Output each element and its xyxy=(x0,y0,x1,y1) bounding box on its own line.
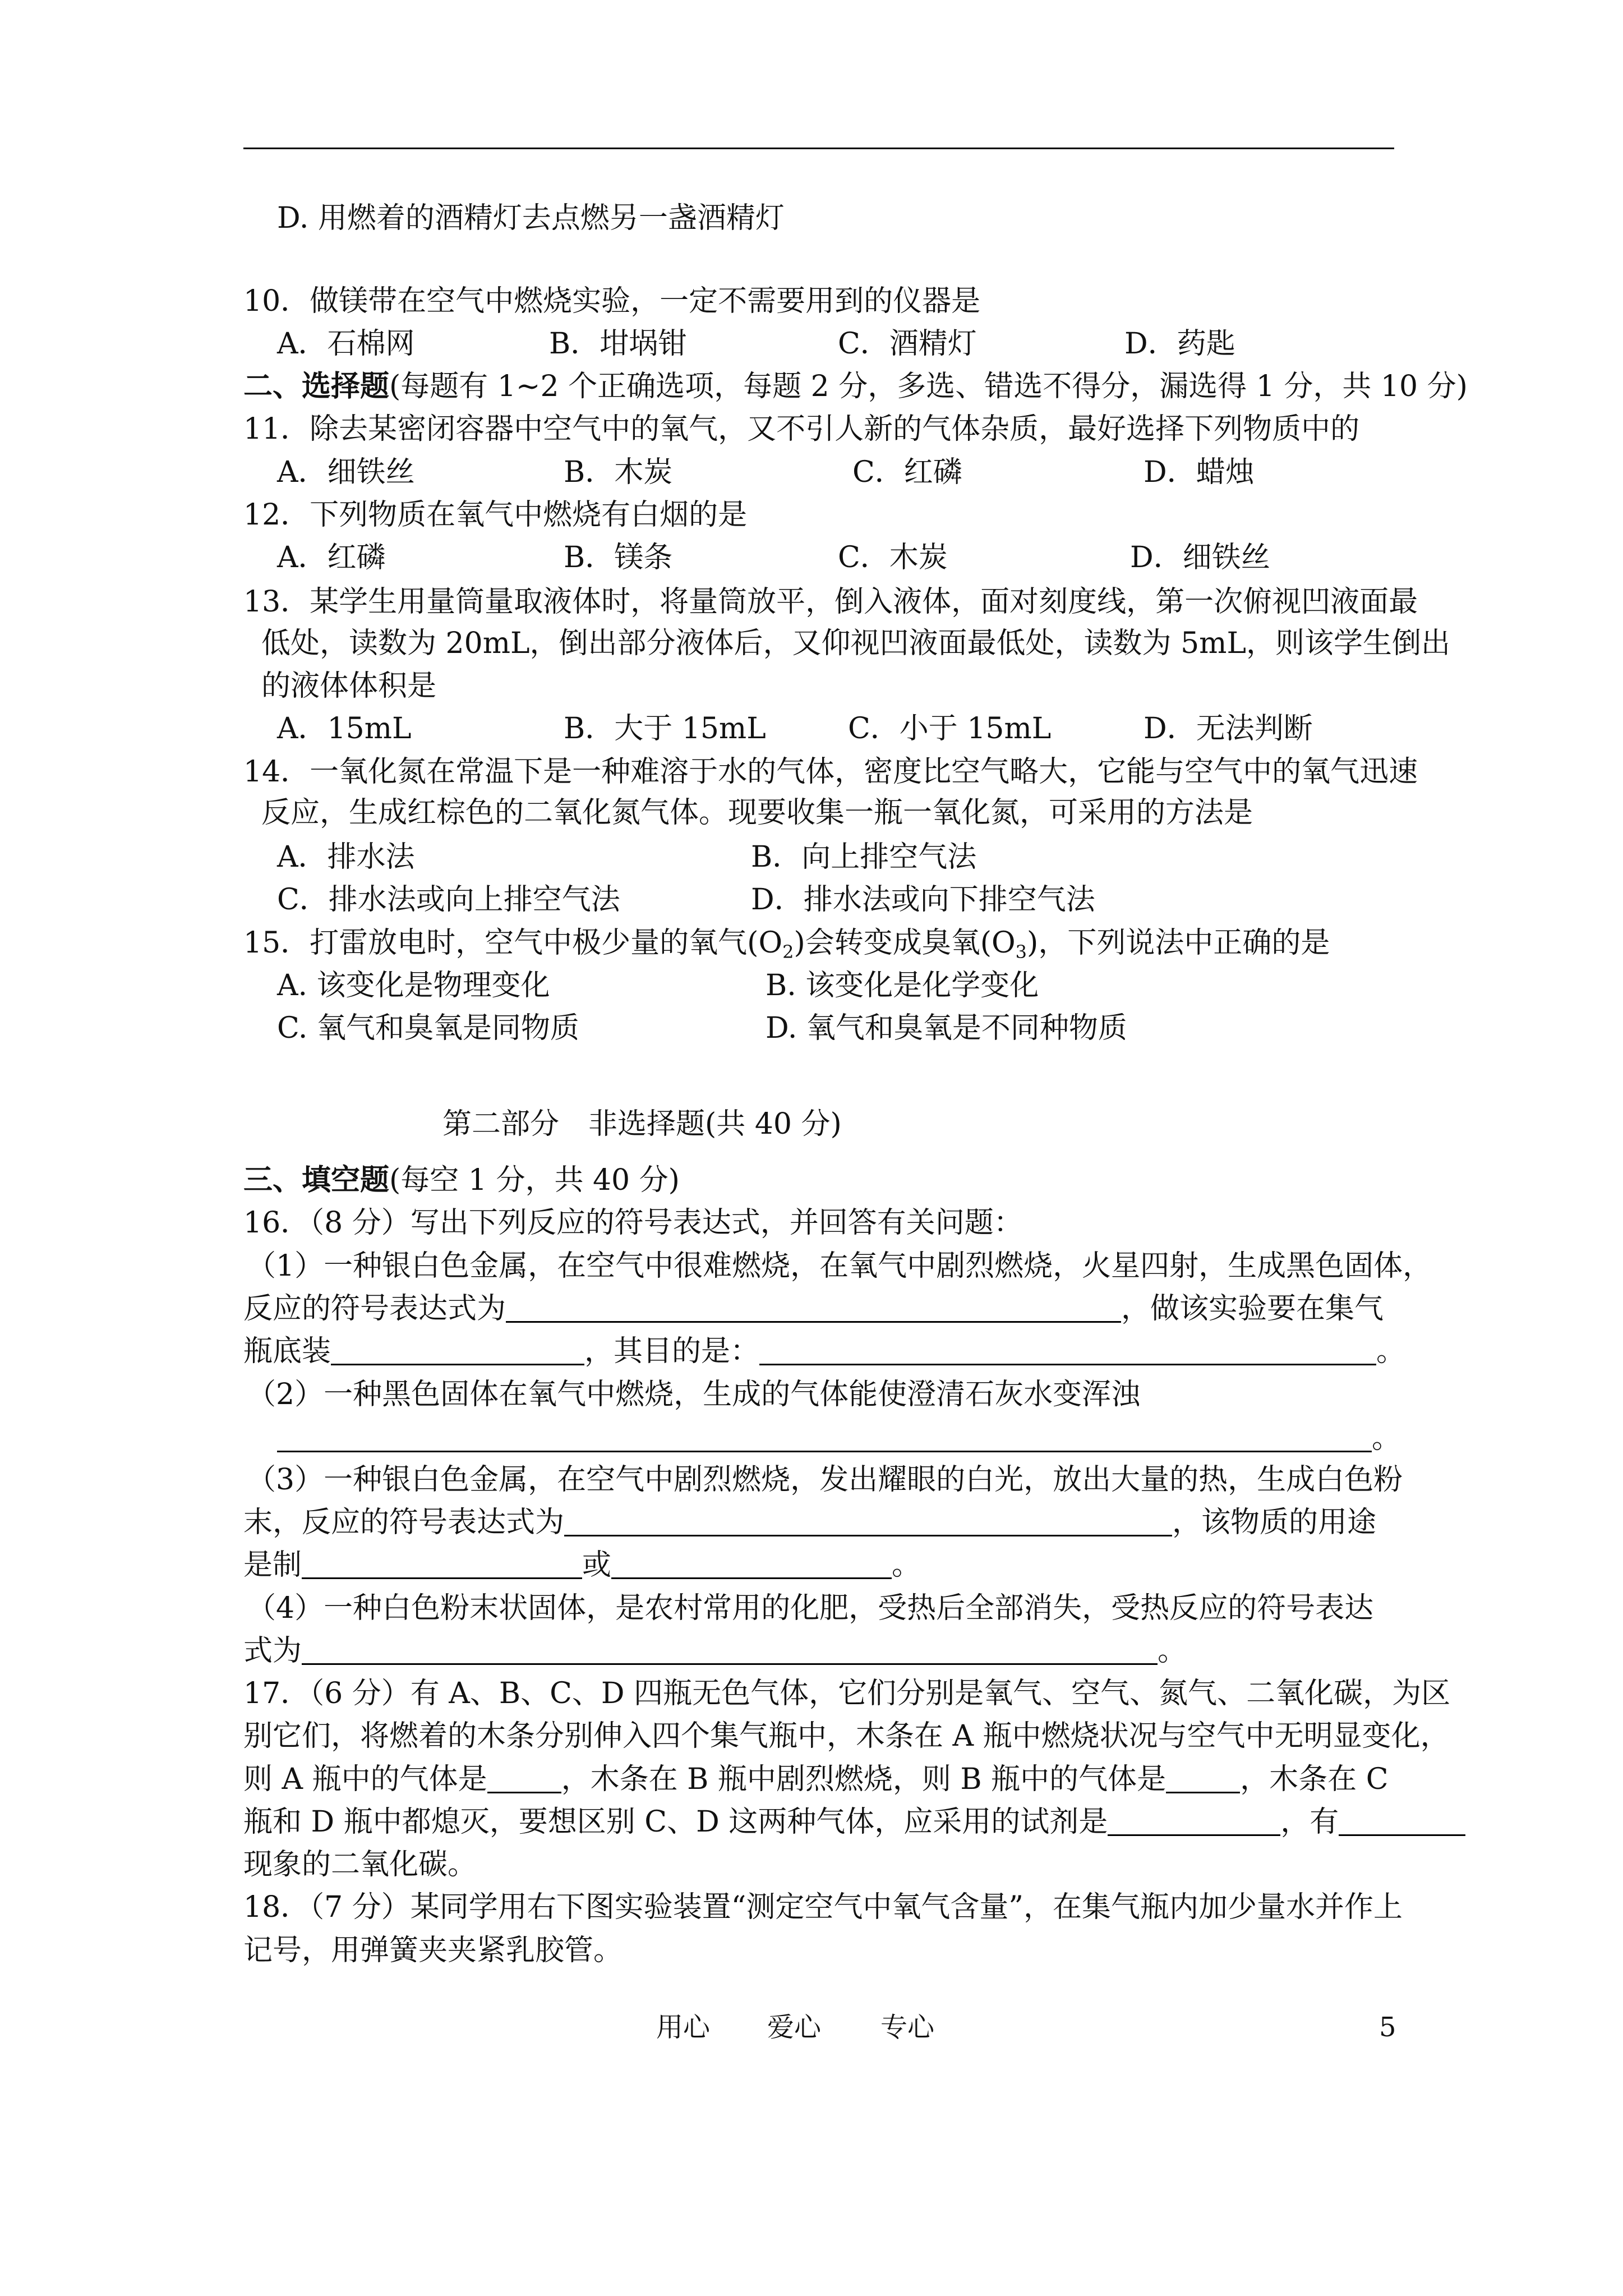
q17-text: ，有 xyxy=(1280,1805,1339,1839)
q18-line1: 18．（7 分）某同学用右下图实验装置“测定空气中氧气含量”，在集气瓶内加少量水并作上 xyxy=(243,1890,1403,1924)
q15-options-row2 xyxy=(0,1011,1623,1045)
answer-blank xyxy=(611,1552,892,1579)
q12-option-a: A．红磷 xyxy=(277,541,386,574)
q17-line5: 现象的二氧化碳。 xyxy=(243,1848,477,1881)
q16-part2-line2 xyxy=(277,1421,1401,1455)
q13-option-d: D．无法判断 xyxy=(1144,712,1313,746)
q17-text: ，木条在 C xyxy=(1240,1763,1389,1796)
subscript-3: 3 xyxy=(1015,941,1027,963)
q17-text: ，木条在 B 瓶中剧烈燃烧，则 B 瓶中的气体是 xyxy=(561,1763,1166,1796)
q16-part3-text: ，该物质的用途 xyxy=(1172,1506,1377,1539)
q13-option-a: A．15mL xyxy=(277,712,412,746)
q12-option-d: D．细铁丝 xyxy=(1130,541,1270,574)
q16-part3-line3 xyxy=(243,1548,921,1582)
q11-option-c: C．红磷 xyxy=(852,455,962,489)
q11-stem: 11．除去某密闭容器中空气中的氧气，又不引人新的气体杂质，最好选择下列物质中的 xyxy=(243,412,1360,446)
section3-heading: 三、填空题 xyxy=(243,1163,390,1197)
q16-part4-text: 式为 xyxy=(243,1634,302,1668)
answer-blank xyxy=(1339,1809,1465,1836)
answer-blank xyxy=(506,1295,1121,1323)
q10-option-c: C．酒精灯 xyxy=(838,327,977,361)
q12-option-c: C．木炭 xyxy=(838,541,948,574)
q12-stem: 12．下列物质在氧气中燃烧有白烟的是 xyxy=(243,498,748,532)
section3-note: (每空 1 分，共 40 分) xyxy=(389,1163,680,1197)
section2-note: (每题有 1~2 个正确选项，每题 2 分，多选、错选不得分，漏选得 1 分，共 10 分) xyxy=(389,370,1468,403)
q13-stem-line2: 低处，读数为 20mL，倒出部分液体后，又仰视凹液面最低处，读数为 5mL，则该学生倒出 xyxy=(261,627,1450,660)
q16-part1-text: ，做该实验要在集气 xyxy=(1121,1292,1384,1326)
answer-blank xyxy=(331,1338,584,1365)
q16-part3-text: 是制 xyxy=(243,1548,302,1582)
page-footer xyxy=(0,2010,1623,2044)
q15-option-a: A. 该变化是物理变化 xyxy=(277,969,550,1002)
answer-blank xyxy=(759,1338,1376,1365)
q13-options xyxy=(0,712,1623,746)
q15-option-d: D. 氧气和臭氧是不同种物质 xyxy=(766,1011,1127,1045)
q13-stem-line1: 13．某学生用量筒量取液体时，将量筒放平，倒入液体，面对刻度线，第一次俯视凹液面最 xyxy=(243,585,1418,619)
q16-part4-line1: （4）一种白色粉末状固体，是农村常用的化肥，受热后全部消失，受热反应的符号表达 xyxy=(247,1591,1374,1625)
page-number: 5 xyxy=(1379,2012,1396,2043)
footer-motto: 爱心 xyxy=(767,2012,822,2043)
q14-options-row2 xyxy=(0,883,1623,917)
section2-heading: 二、选择题 xyxy=(243,369,390,403)
q15-stem-part: 15．打雷放电时，空气中极少量的氧气(O xyxy=(243,926,783,960)
q17-line4 xyxy=(243,1805,1465,1839)
q14-option-b: B．向上排空气法 xyxy=(751,840,977,874)
q16-part1-text: 反应的符号表达式为 xyxy=(243,1292,506,1326)
q14-option-d: D．排水法或向下排空气法 xyxy=(751,883,1095,917)
q13-option-c: C．小于 15mL xyxy=(848,712,1052,746)
q16-part2-text: 。 xyxy=(1372,1421,1401,1455)
q16-part3-text: 末，反应的符号表达式为 xyxy=(243,1506,565,1539)
q15-option-b: B. 该变化是化学变化 xyxy=(766,969,1039,1002)
section2-header xyxy=(243,370,1468,403)
q17-line1: 17．（6 分）有 A、B、C、D 四瓶无色气体，它们分别是氧气、空气、氮气、二氧化碳，为区 xyxy=(243,1677,1451,1710)
answer-blank xyxy=(277,1425,1372,1452)
q16-part1-text: 。 xyxy=(1376,1335,1406,1368)
part2-title: 第二部分 非选择题(共 40 分) xyxy=(442,1107,842,1141)
q15-options-row1 xyxy=(0,969,1623,1002)
q15-option-c: C. 氧气和臭氧是同物质 xyxy=(277,1011,579,1045)
q16-part2-line1: （2）一种黑色固体在氧气中燃烧，生成的气体能使澄清石灰水变浑浊 xyxy=(247,1378,1141,1411)
q16-part3-line1: （3）一种银白色金属，在空气中剧烈燃烧，发出耀眼的白光，放出大量的热，生成白色粉 xyxy=(247,1463,1403,1497)
q11-option-d: D．蜡烛 xyxy=(1144,455,1255,489)
q16-part1-text: ，其目的是： xyxy=(584,1335,760,1368)
q14-option-a: A．排水法 xyxy=(277,840,415,874)
q15-stem-part: )，下列说法中正确的是 xyxy=(1027,926,1330,960)
q11-options xyxy=(0,455,1623,489)
answer-blank xyxy=(302,1552,582,1579)
q17-line2: 别它们，将燃着的木条分别伸入四个集气瓶中，木条在 A 瓶中燃烧状况与空气中无明显变化， xyxy=(243,1719,1450,1753)
q15-stem xyxy=(243,926,1330,963)
answer-blank xyxy=(1108,1809,1280,1836)
q16-part3-text: 或 xyxy=(582,1548,612,1582)
q10-options xyxy=(0,327,1623,361)
q12-options xyxy=(0,541,1623,574)
q16-part4-line2 xyxy=(243,1634,1187,1668)
q17-text: 则 A 瓶中的气体是 xyxy=(243,1763,487,1796)
answer-blank xyxy=(1166,1766,1240,1793)
q10-option-a: A．石棉网 xyxy=(277,327,415,361)
q14-options-row1 xyxy=(0,840,1623,874)
q17-line3 xyxy=(243,1763,1389,1796)
q15-stem-part: )会转变成臭氧(O xyxy=(794,926,1016,960)
q14-option-c: C．排水法或向上排空气法 xyxy=(277,883,620,917)
footer-motto: 用心 xyxy=(656,2012,711,2043)
q14-stem-line1: 14．一氧化氮在常温下是一种难溶于水的气体，密度比空气略大，它能与空气中的氧气迅速 xyxy=(243,755,1418,789)
q12-option-b: B．镁条 xyxy=(564,541,673,574)
q10-option-d: D．药匙 xyxy=(1124,327,1235,361)
q10-stem: 10．做镁带在空气中燃烧实验，一定不需要用到的仪器是 xyxy=(243,284,981,318)
q11-option-b: B．木炭 xyxy=(564,455,673,489)
q16-part1-line2 xyxy=(243,1292,1384,1326)
q13-stem-line3: 的液体体积是 xyxy=(261,669,437,703)
q16-stem: 16．（8 分）写出下列反应的符号表达式，并回答有关问题： xyxy=(243,1206,1023,1240)
footer-motto: 专心 xyxy=(880,2012,935,2043)
q14-stem-line2: 反应，生成红棕色的二氧化氮气体。现要收集一瓶一氧化氮，可采用的方法是 xyxy=(261,796,1253,830)
subscript-2: 2 xyxy=(782,941,794,963)
q11-option-a: A．细铁丝 xyxy=(277,455,415,489)
q16-part1-text: 瓶底装 xyxy=(243,1335,331,1368)
q10-option-b: B．坩埚钳 xyxy=(549,327,688,361)
q16-part1-line1: （1）一种银白色金属，在空气中很难燃烧，在氧气中剧烈燃烧，火星四射，生成黑色固体， xyxy=(247,1249,1432,1283)
header-rule xyxy=(243,148,1394,149)
section3-header xyxy=(243,1163,680,1197)
answer-blank xyxy=(302,1637,1158,1665)
q16-part3-line2 xyxy=(243,1506,1376,1539)
q18-line2: 记号，用弹簧夹夹紧乳胶管。 xyxy=(243,1934,623,1967)
q16-part4-text: 。 xyxy=(1158,1634,1187,1668)
q16-part3-text: 。 xyxy=(892,1548,921,1582)
q13-option-b: B．大于 15mL xyxy=(564,712,766,746)
q17-text: 瓶和 D 瓶中都熄灭，要想区别 C、D 这两种气体，应采用的试剂是 xyxy=(243,1805,1108,1839)
answer-blank xyxy=(487,1766,561,1793)
answer-blank xyxy=(564,1509,1172,1536)
q9-option-d: D. 用燃着的酒精灯去点燃另一盏酒精灯 xyxy=(277,201,785,235)
q16-part1-line3 xyxy=(243,1335,1405,1368)
